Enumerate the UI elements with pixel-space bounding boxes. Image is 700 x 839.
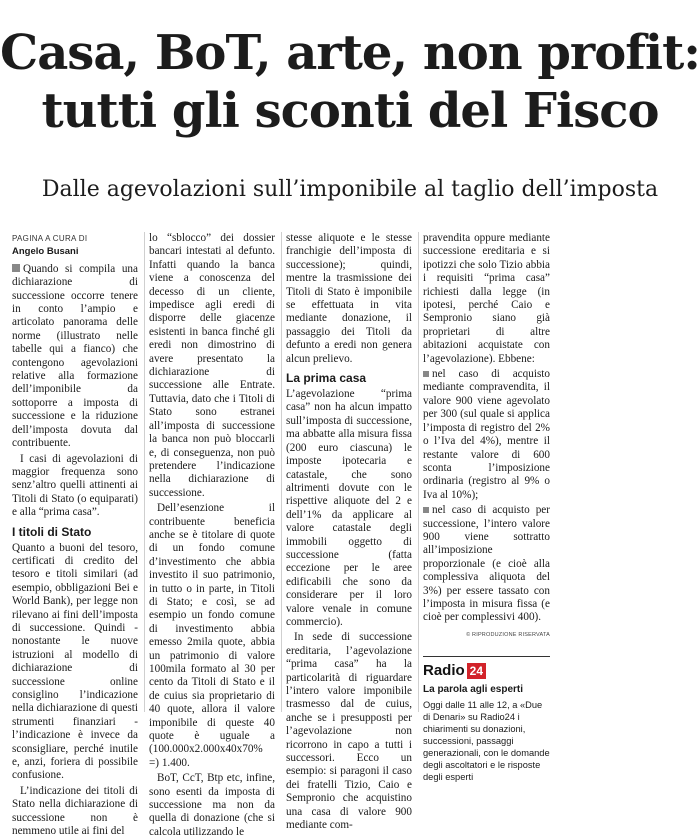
paragraph: stesse aliquote e le stesse franchigie dell’imposta di successione); quindi, mentre la trasmissione dei Titoli di Stato è imponibile se effettuata in vita mediante donazione, il passaggio dei Titoli da defunto a eredi non genera alcun prelievo. (286, 232, 412, 365)
list-item (423, 504, 550, 625)
radio-promo-title: La parola agli esperti (423, 684, 524, 696)
paragraph: BoT, CcT, Btp etc, infine, sono esenti da imposta di successione ma non da quella di donazione (che si calcola utilizzando le (149, 772, 275, 838)
square-bullet-icon (423, 507, 429, 513)
article-column-3 (282, 232, 419, 832)
byline-label: PAGINA A CURA DI (12, 234, 88, 243)
article-column-4 (419, 232, 556, 782)
paragraph: Dell’esenzione il contribuente beneficia anche se è titolare di quote di un fondo comune d’investimento che abbia investito il suo patrimonio, in tutto o in parte, in Titoli di Stato; e così, se ad esempio un fondo comune di investimento abbia emesso 2mila quote, abbia un patrimonio di valore 100mila formato al 30 per cento da Titoli di Stato e il de cuius sia proprietario di 40 quote, allora il valore imponibile di queste 40 quote è uguale a (100.000x2.000x40x70% =) 1.400. (149, 502, 275, 769)
square-bullet-icon (423, 371, 429, 377)
paragraph: In sede di successione ereditaria, l’agevolazione “prima casa” ha la particolarità di riguardare l’intero valore imponibile trasmesso dal de cuius, anche se i presupposti per l’agevolazione non ricorrono in capo a tutti i successori. Ecco un esempio: si paragoni il caso dei fratelli Tizio, Caio e Sempronio che acquistino una casa di valore 900 mediante com- (286, 631, 412, 832)
paragraph: pravendita oppure mediante successione ereditaria e si ipotizzi che solo Tizio abbia i requisiti “prima casa” richiesti dalla legge (in ipotesi, perché Caio e Sempronio siano già proprietari di altre abitazioni acquistate con l’agevolazione). Ebbene: (423, 232, 550, 365)
paragraph: L’indicazione dei titoli di Stato nella dichiarazione di successione non è nemmeno utile ai fini del (12, 784, 138, 838)
section-title-titoli-di-stato: I titoli di Stato (12, 524, 92, 539)
subheadline: Dalle agevolazioni sull’imponibile al taglio dell’imposta (41, 177, 659, 202)
headline (0, 24, 700, 140)
list-item-text: nel caso di acquisto per successione, l’intero valore 900 viene sottratto all’imposizione proporzionale (e cioè alla complessiva aliquota del 3%) per essere tassato con l’imposta in misura fissa (e cioè per complessivi 400). (423, 504, 550, 624)
article-column-2 (145, 232, 282, 838)
paragraph: I casi di agevolazioni di maggior frequenza sono senz’altro quelli attinenti ai Titoli di Stato (o equiparati) e alla “prima casa”. (12, 452, 138, 519)
list-item (423, 368, 550, 502)
section-title-prima-casa: La prima casa (286, 371, 367, 386)
headline-line-2: tutti gli sconti del Fisco (41, 83, 659, 139)
square-bullet-icon (12, 264, 20, 272)
radio-logo-word: Radio (423, 662, 465, 680)
paragraph: lo “sblocco” dei dossier bancari intestati al defunto. Infatti quando la banca viene a conoscenza del decesso di un cliente, impedisce agli eredi di disporre delle giacenze esistenti in banca finché gli eredi non dimostrino di avere presentato la dichiarazione di successione alle Entrate. Tuttavia, dato che i Titoli di Stato sono estranei all’imposta di successione la banca non può bloccarli e, di conseguenza, non può pretendere l’indicazione nella dichiarazione di successione. (149, 232, 275, 499)
radio24-logo (423, 663, 550, 679)
paragraph: L’agevolazione “prima casa” non ha alcun impatto sull’imposta di successione, ma abbatte alla misura fissa (200 euro ciascuna) le imposte ipotecaria e catastale, che sono altrimenti dovute con le rispettive aliquote del 2 e dell’1% da applicare al valore catastale degli immobili oggetto di successione (fatta eccezione per le aree edificabili che sono da considerare per il loro valore venale in comune commercio). (286, 388, 412, 628)
radio-promo-text: Oggi dalle 11 alle 12, a «Due di Denari» su Radio24 i chiarimenti su donazioni, successioni, passaggi generazionali, con le domande degli ascoltatori e le risposte degli esperti (423, 699, 550, 782)
copyright-notice: © RIPRODUZIONE RISERVATA (466, 631, 550, 638)
radio-promo-box (423, 656, 550, 782)
headline-line-1: Casa, BoT, arte, non profit: (0, 25, 700, 81)
article-body (8, 232, 694, 838)
paragraph: Quanto a buoni del tesoro, certificati di credito del tesoro e titoli similari (ad esempio, obbligazioni Bei e World Bank), per legge non rilevano ai fini dell’imposta di successione. Quindi - nonostante le nuove istruzioni al modello di dichiarazione di successione online consiglino l’indicazione nella dichiarazione di questi strumenti finanziari - l’indicazione è invece da sconsigliare, perché inutile e, anzi, foriera di possibile confusione. (12, 541, 138, 782)
list-item-text: nel caso di acquisto mediante compravendita, il valore 900 viene agevolato per 300 (sul quale si applica l’imposta di registro del 2% o l’Iva del 4%), mentre il restante valore di 600 sconta l’imposizione ordinaria (registro al 9% o Iva al 10%); (423, 368, 550, 501)
byline-author: Angelo Busani (12, 246, 79, 258)
paragraph (12, 263, 138, 451)
article-column-1 (8, 232, 145, 838)
paragraph-text: Quando si compila una dichiarazione di successione occorre tenere in conto l’ampio e articolato panorama delle norme (illustrato nelle tabelle qui a fianco) che contengono agevolazioni relative alla formazione dell’imponibile da sottoporre a imposta di successione e la riduzione dell’imposta dovuta dal contribuente. (12, 262, 138, 450)
radio-logo-number: 24 (467, 663, 486, 679)
